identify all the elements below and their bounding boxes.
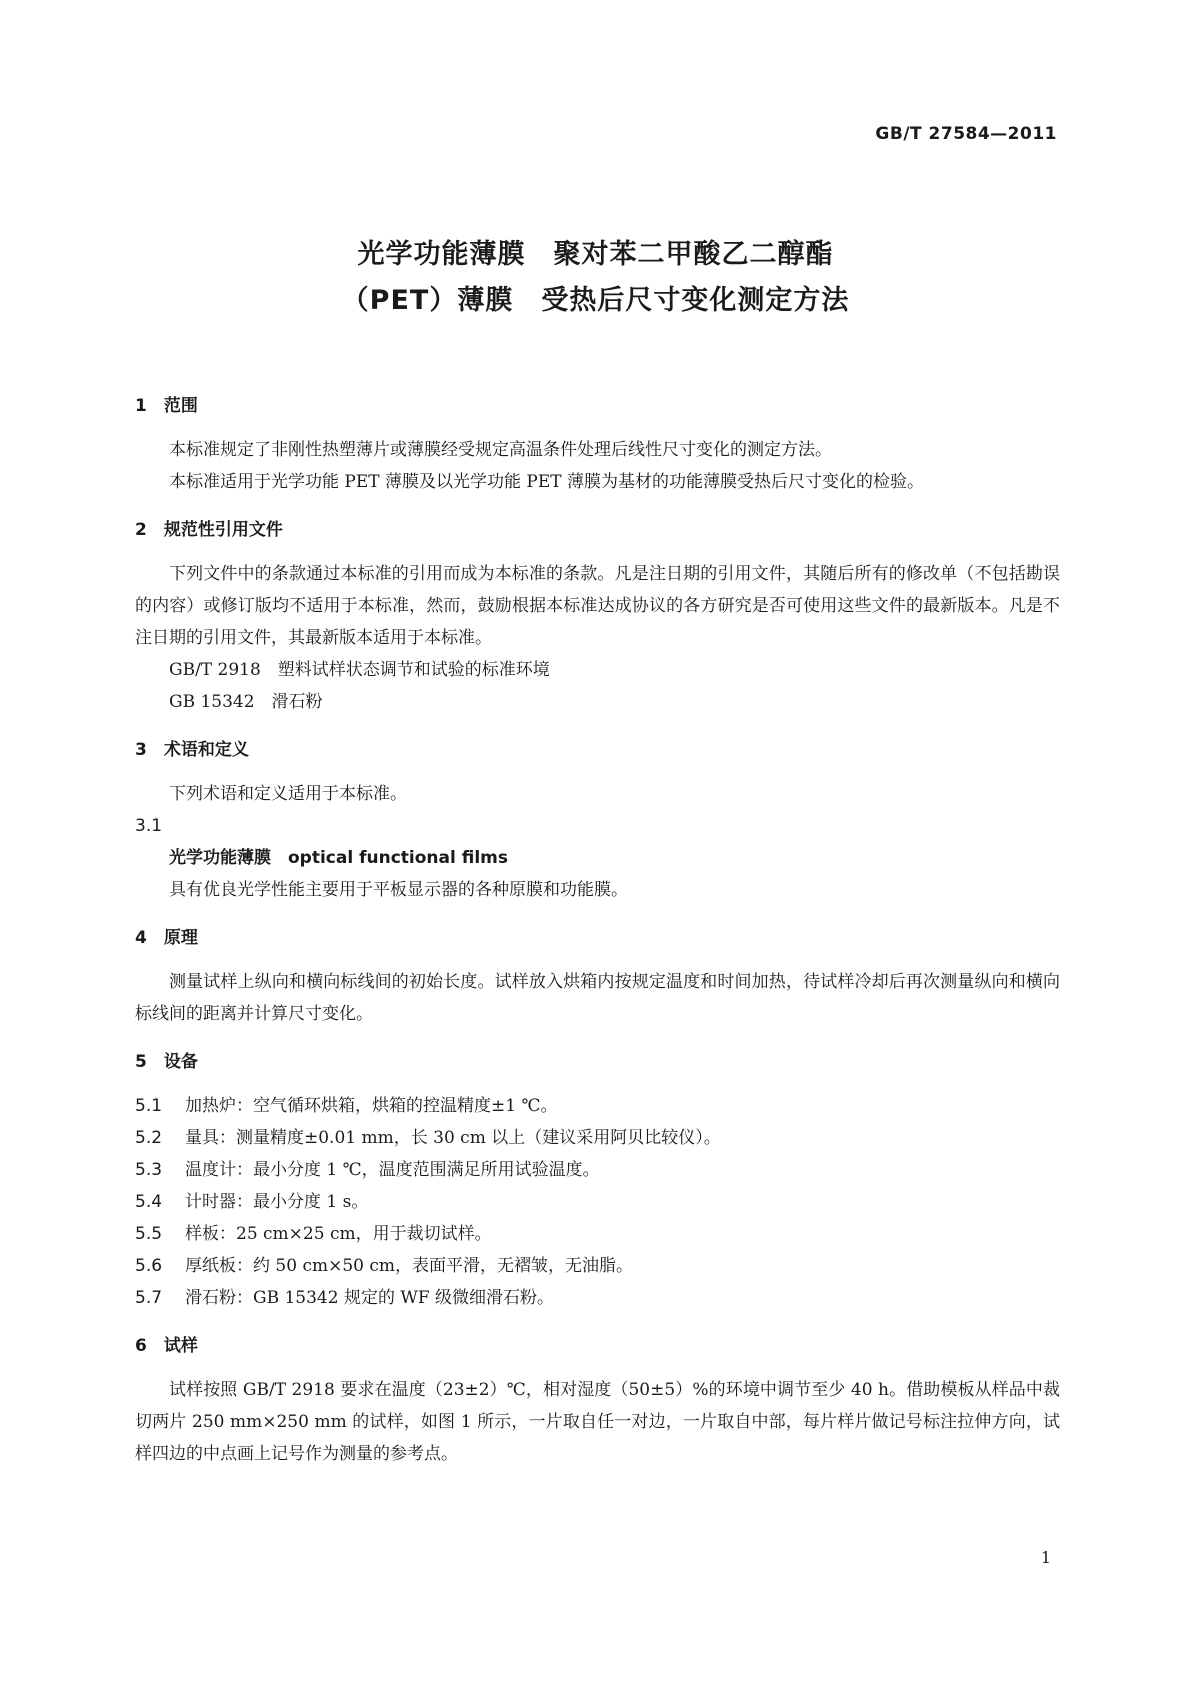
paragraph: 测量试样上纵向和横向标线间的初始长度。试样放入烘箱内按规定温度和时间加热，待试样冷却后再次测量纵向和横向标线间的距离并计算尺寸变化。	[135, 972, 1060, 1024]
item-text: 厚纸板：约 50 cm×50 cm，表面平滑，无褶皱，无油脂。	[185, 1256, 634, 1276]
list-item	[135, 1154, 1060, 1186]
list-item	[135, 1186, 1060, 1218]
title-line-1: 光学功能薄膜 聚对苯二甲酸乙二醇酯	[357, 239, 834, 270]
item-text: 温度计：最小分度 1 ℃，温度范围满足所用试验温度。	[185, 1160, 600, 1180]
item-number: 5.7	[135, 1288, 163, 1308]
term-entry: 光学功能薄膜 optical functional films	[169, 848, 508, 868]
section-heading: 3 术语和定义	[135, 740, 249, 760]
item-text: 量具：测量精度±0.01 mm，长 30 cm 以上（建议采用阿贝比较仪）。	[185, 1128, 721, 1148]
paragraph: 本标准规定了非刚性热塑薄片或薄膜经受规定高温条件处理后线性尺寸变化的测定方法。	[169, 440, 832, 460]
document-title	[0, 232, 1191, 324]
list-item	[135, 1282, 1060, 1314]
list-item	[135, 1218, 1060, 1250]
section-principle	[135, 924, 1060, 1030]
reference-item: GB 15342 滑石粉	[169, 692, 323, 712]
standard-code: GB/T 27584—2011	[875, 124, 1057, 144]
item-text: 样板：25 cm×25 cm，用于裁切试样。	[185, 1224, 492, 1244]
item-number: 5.3	[135, 1160, 163, 1180]
reference-item: GB/T 2918 塑料试样状态调节和试验的标准环境	[169, 660, 550, 680]
term-definition: 具有优良光学性能主要用于平板显示器的各种原膜和功能膜。	[169, 880, 628, 900]
section-specimen	[135, 1332, 1060, 1470]
item-number: 5.5	[135, 1224, 163, 1244]
item-number: 5.6	[135, 1256, 163, 1276]
section-apparatus	[135, 1048, 1060, 1314]
section-heading: 1 范围	[135, 396, 198, 416]
section-scope	[135, 392, 1060, 498]
list-item	[135, 1250, 1060, 1282]
section-heading: 4 原理	[135, 928, 198, 948]
paragraph: 试样按照 GB/T 2918 要求在温度（23±2）℃，相对湿度（50±5）%的环境中调节至少 40 h。借助模板从样品中裁切两片 250 mm×250 mm 的试样，如图 1 所示，一片取自任一对边，一片取自中部，每片样片做记号标注拉伸方向，试样四边的中点画上记号作为测量的参考点。	[135, 1380, 1060, 1464]
item-text: 计时器：最小分度 1 s。	[185, 1192, 369, 1212]
subclause-number: 3.1	[135, 816, 163, 836]
item-text: 加热炉：空气循环烘箱，烘箱的控温精度±1 ℃。	[185, 1096, 558, 1116]
page-number: 1	[1040, 1548, 1051, 1567]
paragraph: 下列术语和定义适用于本标准。	[169, 784, 407, 804]
list-item	[135, 1122, 1060, 1154]
list-item	[135, 1090, 1060, 1122]
section-heading: 6 试样	[135, 1336, 198, 1356]
section-normative-references	[135, 516, 1060, 718]
paragraph: 下列文件中的条款通过本标准的引用而成为本标准的条款。凡是注日期的引用文件，其随后所有的修改单（不包括勘误的内容）或修订版均不适用于本标准，然而，鼓励根据本标准达成协议的各方研究是否可使用这些文件的最新版本。凡是不注日期的引用文件，其最新版本适用于本标准。	[135, 564, 1060, 648]
section-terms-definitions	[135, 736, 1060, 906]
item-number: 5.4	[135, 1192, 163, 1212]
title-line-2: （PET）薄膜 受热后尺寸变化测定方法	[341, 285, 850, 316]
paragraph: 本标准适用于光学功能 PET 薄膜及以光学功能 PET 薄膜为基材的功能薄膜受热后尺寸变化的检验。	[169, 472, 924, 492]
section-heading: 5 设备	[135, 1052, 198, 1072]
item-text: 滑石粉：GB 15342 规定的 WF 级微细滑石粉。	[185, 1288, 555, 1308]
item-number: 5.2	[135, 1128, 163, 1148]
document-body	[135, 392, 1060, 1470]
section-heading: 2 规范性引用文件	[135, 520, 283, 540]
item-number: 5.1	[135, 1096, 163, 1116]
